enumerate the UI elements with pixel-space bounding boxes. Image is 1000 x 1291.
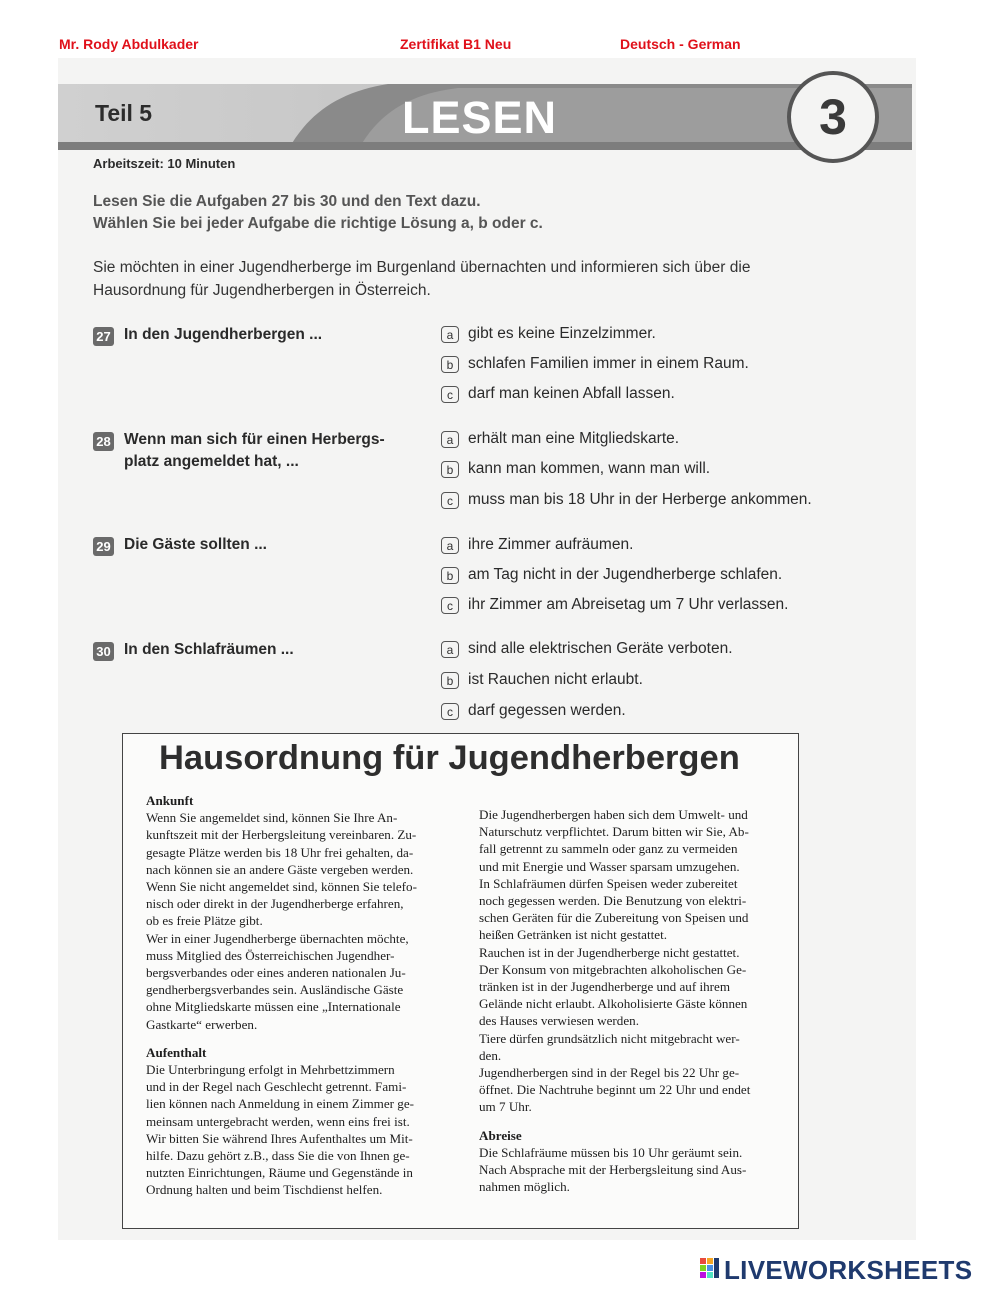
article-text-line: Tiere dürfen grundsätzlich nicht mitgebracht wer-	[479, 1030, 740, 1046]
paragraph-gap	[146, 1033, 466, 1044]
option-letter-box[interactable]: a	[441, 537, 459, 554]
question-stem: Wenn man sich für einen Herbergs-	[124, 431, 385, 448]
article-title: Hausordnung für Jugendherbergen	[159, 739, 740, 777]
question-number: 28	[93, 432, 114, 451]
article-text-line: tränken ist in der Jugendherberge und auf ihrem	[479, 979, 731, 995]
article-text-line: Wir bitten Sie während Ihres Aufenthaltes um Mit-	[146, 1130, 413, 1146]
article-text-line: nisch oder direkt in der Jugendherberge erfahren,	[146, 896, 404, 912]
option-letter-box[interactable]: c	[441, 386, 459, 403]
option-letter-box[interactable]: c	[441, 703, 459, 720]
article-text-line: hilfe. Dazu gehört z.B., dass Sie die von Ihnen ge-	[146, 1148, 410, 1164]
option-text[interactable]: darf gegessen werden.	[468, 702, 626, 719]
option-text[interactable]: ihre Zimmer aufräumen.	[468, 536, 634, 553]
option-text[interactable]: ihr Zimmer am Abreisetag um 7 Uhr verlassen.	[468, 596, 789, 613]
article-text-line: lien können nach Anmeldung in einem Zimmer ge-	[146, 1096, 414, 1112]
liveworksheets-icon	[700, 1258, 720, 1282]
instruction-line-2: Wählen Sie bei jeder Aufgabe die richtige Lösung a, b oder c.	[93, 215, 543, 232]
question-stem: platz angemeldet hat, ...	[124, 453, 299, 470]
instruction-line-1: Lesen Sie die Aufgaben 27 bis 30 und den Text dazu.	[93, 193, 481, 210]
exam-name: Zertifikat B1 Neu	[400, 36, 512, 52]
question-number: 29	[93, 537, 114, 556]
article-text-line: des Hauses verwiesen werden.	[479, 1013, 639, 1029]
article-text-line: ohne Mitgliedskarte müssen eine „Internationale	[146, 999, 401, 1015]
article-text-line: und in der Regel nach Geschlecht getrennt. Fami-	[146, 1079, 407, 1095]
question-stem: Die Gäste sollten ...	[124, 536, 267, 553]
article-text-line: Gelände nicht erlaubt. Alkoholisierte Gäste können	[479, 996, 748, 1012]
article-section-heading: Aufenthalt	[146, 1044, 207, 1060]
article-right-column	[479, 806, 797, 1195]
option-letter-box[interactable]: a	[441, 431, 459, 448]
option-letter-box[interactable]: a	[441, 326, 459, 343]
article-text-line: heißen Getränken ist nicht gestattet.	[479, 927, 667, 943]
article-text-line: fall getrennt zu sammeln oder ganz zu vermeiden	[479, 841, 738, 857]
option-text[interactable]: ist Rauchen nicht erlaubt.	[468, 671, 643, 688]
article-text-line: nutzten Einrichtungen, Räume und Gegenstände in	[146, 1165, 413, 1181]
skill-label: LESEN	[402, 92, 558, 143]
article-text-line: um 7 Uhr.	[479, 1099, 532, 1115]
article-text-line: Rauchen ist in der Jugendherberge nicht gestattet.	[479, 944, 740, 960]
option-text[interactable]: sind alle elektrischen Geräte verboten.	[468, 640, 733, 657]
article-text-line: Naturschutz verpflichtet. Darum bitten wir Sie, Ab-	[479, 824, 749, 840]
paragraph-gap	[479, 1116, 797, 1127]
article-text-line: Wenn Sie nicht angemeldet sind, können Sie telefo-	[146, 879, 417, 895]
subject-name: Deutsch - German	[620, 36, 741, 52]
article-text-line: meinsam untergebracht werden, wenn eins frei ist.	[146, 1113, 410, 1129]
question-stem: In den Schlafräumen ...	[124, 641, 294, 658]
question-number: 30	[93, 642, 114, 661]
article-text-line: schen Geräten für die Zubereitung von Speisen und	[479, 910, 749, 926]
intro-line-1: Sie möchten in einer Jugendherberge im Burgenland übernachten und informieren sich über die	[93, 259, 751, 276]
option-letter-box[interactable]: b	[441, 356, 459, 373]
option-text[interactable]: schlafen Familien immer in einem Raum.	[468, 355, 749, 372]
article-text-line: Die Jugendherbergen haben sich dem Umwelt- und	[479, 807, 748, 822]
option-letter-box[interactable]: a	[441, 641, 459, 658]
option-letter-box[interactable]: b	[441, 567, 459, 584]
article-text-line: den.	[479, 1047, 502, 1063]
article-text-line: gesagte Plätze werden bis 18 Uhr frei gehalten, da-	[146, 844, 414, 860]
article-section-heading: Ankunft	[146, 793, 194, 808]
intro-line-2: Hausordnung für Jugendherbergen in Österreich.	[93, 282, 431, 299]
article-text-line: muss Mitglied des Österreichischen Jugendher-	[146, 947, 395, 963]
brand-name: LIVEWORKSHEETS	[724, 1255, 973, 1285]
article-text-line: Ordnung halten und beim Tischdienst helfen.	[146, 1182, 383, 1198]
option-text[interactable]: erhält man eine Mitgliedskarte.	[468, 430, 680, 447]
article-text-line: Wenn Sie angemeldet sind, können Sie Ihre An-	[146, 810, 398, 826]
option-text[interactable]: gibt es keine Einzelzimmer.	[468, 325, 656, 342]
question-number: 27	[93, 327, 114, 346]
section-number-badge: 3	[787, 71, 879, 163]
article-text-line: kunftszeit mit der Herbergsleitung vereinbaren. Zu-	[146, 827, 417, 843]
article-text-line: Gastkarte“ erwerben.	[146, 1016, 258, 1032]
option-letter-box[interactable]: b	[441, 672, 459, 689]
article-text-line: ob es freie Plätze gibt.	[146, 913, 263, 929]
article-text-line: Jugendherbergen sind in der Regel bis 22 Uhr ge-	[479, 1065, 740, 1081]
article-text-line: nahmen möglich.	[479, 1179, 570, 1195]
option-letter-box[interactable]: c	[441, 492, 459, 509]
article-text-line: Die Unterbringung erfolgt in Mehrbettzimmern	[146, 1062, 395, 1078]
part-label: Teil 5	[95, 100, 153, 126]
option-letter-box[interactable]: c	[441, 597, 459, 614]
article-text-line: Nach Absprache mit der Herbergsleitung sind Aus-	[479, 1162, 747, 1178]
option-text[interactable]: am Tag nicht in der Jugendherberge schlafen.	[468, 566, 783, 583]
author-name: Mr. Rody Abdulkader	[59, 36, 199, 52]
article-section-heading: Abreise	[479, 1127, 522, 1143]
option-text[interactable]: kann man kommen, wann man will.	[468, 460, 711, 477]
article-text-line: In Schlafräumen dürfen Speisen weder zubereitet	[479, 875, 738, 891]
time-limit: Arbeitszeit: 10 Minuten	[93, 156, 236, 171]
article-text-line: noch gegessen werden. Die Benutzung von elektri-	[479, 893, 747, 909]
article-text-line: öffnet. Die Nachtruhe beginnt um 22 Uhr und endet	[479, 1082, 751, 1098]
article-text-line: bergsverbandes oder eines anderen nationalen Ju-	[146, 965, 406, 981]
article-text-line: Die Schlafräume müssen bis 10 Uhr geräumt sein.	[479, 1144, 743, 1160]
article-text-line: Wer in einer Jugendherberge übernachten möchte,	[146, 930, 409, 946]
option-text[interactable]: darf man keinen Abfall lassen.	[468, 385, 675, 402]
question-stem: In den Jugendherbergen ...	[124, 326, 323, 343]
article-text-line: nach können sie an andere Gäste vergeben werden.	[146, 861, 414, 877]
article-text-line: gendherbergsverbandes sein. Ausländische Gäste	[146, 982, 404, 998]
article-left-column	[146, 792, 466, 1199]
option-letter-box[interactable]: b	[441, 461, 459, 478]
article-text-line: Der Konsum von mitgebrachten alkoholischen Ge-	[479, 961, 747, 977]
article-text-line: und mit Energie und Wasser sparsam umzugehen.	[479, 858, 740, 874]
option-text[interactable]: muss man bis 18 Uhr in der Herberge ankommen.	[468, 491, 812, 508]
